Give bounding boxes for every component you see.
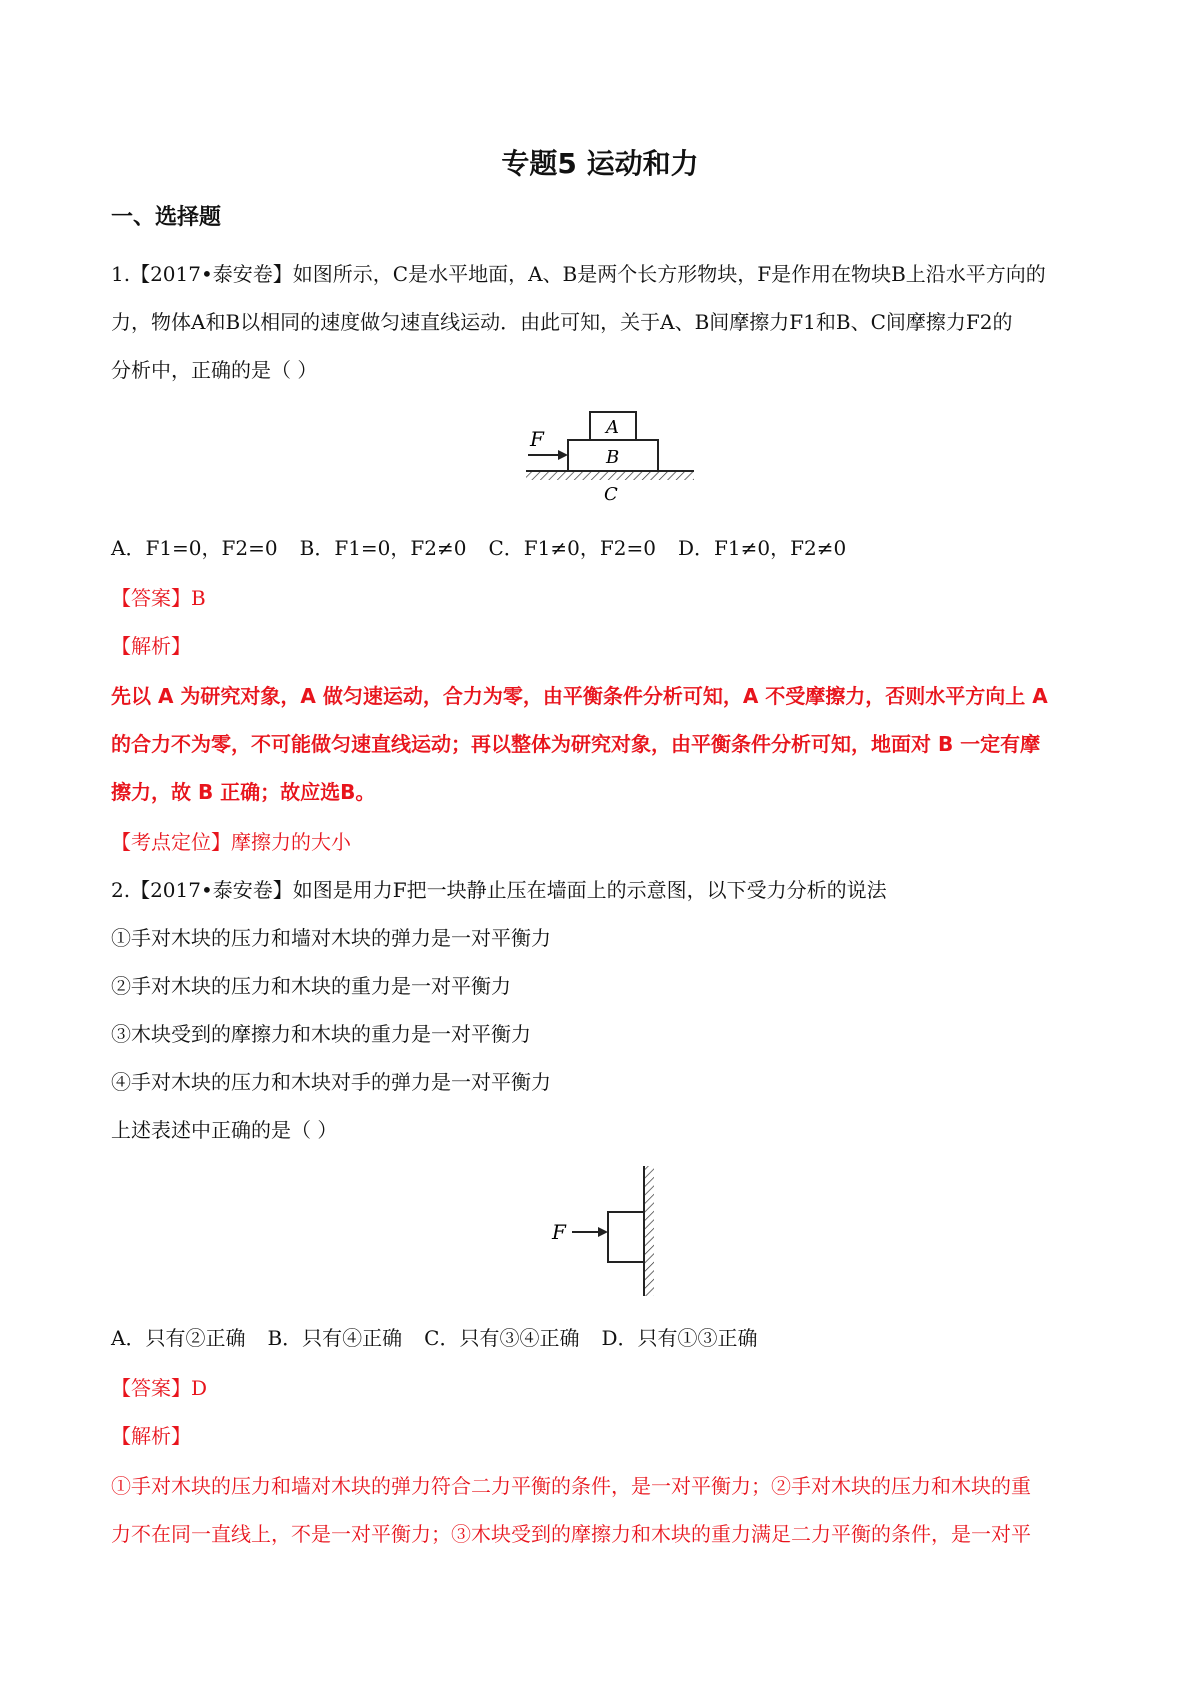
q2-option-a: A．只有②正确 [111,1326,246,1350]
q2-analysis-label: 【解析】 [111,1424,191,1448]
q2-analysis-line-2: 力不在同一直线上，不是一对平衡力；③木块受到的摩擦力和木块的重力满足二力平衡的条件，是一对平 [111,1522,1031,1546]
wall-hatch [644,1166,654,1296]
label-c: C [604,484,618,505]
q2-analysis-line-1: ①手对木块的压力和墙对木块的弹力符合二力平衡的条件，是一对平衡力；②手对木块的压力和木块的重 [111,1474,1031,1498]
wood-block [608,1212,644,1262]
q1-line-3: 分析中，正确的是（ ） [111,358,318,382]
q2-line-question: 上述表述中正确的是（ ） [111,1118,338,1142]
q1-answer: 【答案】B [111,586,206,610]
page-title: 专题5 运动和力 [501,147,699,180]
q1-option-c: C．F1≠0，F2=0 [488,536,656,560]
label-a: A [606,417,619,438]
q1-figure [518,400,698,508]
q2-options [111,1322,780,1351]
label-f: F [530,427,544,451]
q1-kaodian: 【考点定位】摩擦力的大小 [111,830,351,854]
q1-option-d: D．F1≠0，F2≠0 [677,536,847,560]
q2-option-c: C．只有③④正确 [424,1326,580,1350]
section-heading: 一、选择题 [111,205,222,230]
q2-statement-4: ④手对木块的压力和木块对手的弹力是一对平衡力 [111,1070,551,1094]
q2-statement-1: ①手对木块的压力和墙对木块的弹力是一对平衡力 [111,926,551,950]
q1-analysis-line-2: 的合力不为零，不可能做匀速直线运动；再以整体为研究对象，由平衡条件分析可知，地面对 B 一定有摩 [111,732,1041,756]
q2-statement-2: ②手对木块的压力和木块的重力是一对平衡力 [111,974,511,998]
q2-answer: 【答案】D [111,1376,208,1400]
ground-hatch [526,472,694,480]
q1-line-1: 1.【2017•泰安卷】如图所示，C是水平地面，A、B是两个长方形物块，F是作用在物块B上沿水平方向的 [111,262,1046,286]
q2-line-1: 2.【2017•泰安卷】如图是用力F把一块静止压在墙面上的示意图，以下受力分析的说法 [111,878,887,902]
q1-options [111,532,868,561]
q2-statement-3: ③木块受到的摩擦力和木块的重力是一对平衡力 [111,1022,531,1046]
q1-analysis-line-3: 擦力，故 B 正确；故应选B。 [111,780,376,804]
q2-figure [548,1164,668,1298]
q2-option-b: B．只有④正确 [267,1326,403,1350]
q2-option-d: D．只有①③正确 [601,1326,758,1350]
label-b: B [606,447,620,468]
q1-option-b: B．F1=0，F2≠0 [299,536,467,560]
q1-option-a: A．F1=0，F2=0 [111,536,278,560]
q1-line-2: 力，物体A和B以相同的速度做匀速直线运动．由此可知，关于A、B间摩擦力F1和B、C间摩擦力F2的 [111,310,1013,334]
q1-analysis-line-1: 先以 A 为研究对象，A 做匀速运动，合力为零，由平衡条件分析可知，A 不受摩擦力，否则水平方向上 A [111,684,1048,708]
label-f: F [552,1220,566,1244]
q1-analysis-label: 【解析】 [111,634,191,658]
